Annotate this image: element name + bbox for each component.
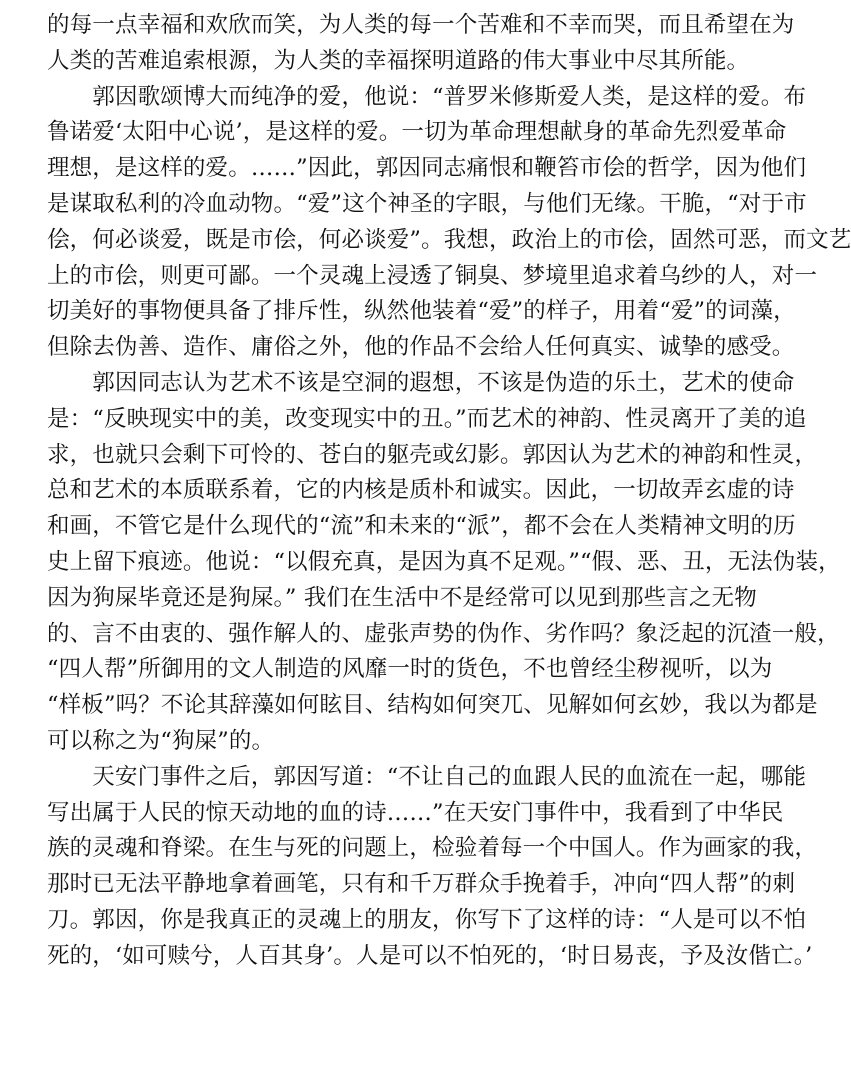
text-line: 那时已无法平静地拿着画笔，只有和千万群众手挽着手，冲向“四人帮”的刺 xyxy=(47,871,796,898)
text-line: 求，也就只会剩下可怜的、苍白的躯壳或幻影。郭因认为艺术的神韵和性灵， xyxy=(47,441,818,468)
text-line: 郭因歌颂博大而纯净的爱，他说：“普罗米修斯爱人类，是这样的爱。布 xyxy=(47,83,807,110)
text-line: 理想，是这样的爱。……”因此，郭因同志痛恨和鞭笞市侩的哲学，因为他们 xyxy=(47,155,807,182)
text-line: 是：“反映现实中的美，改变现实中的丑。”而艺术的神韵、性灵离开了美的追 xyxy=(47,405,807,432)
text-line: 的、言不由衷的、强作解人的、虚张声势的伪作、劣作吗？象泛起的沉渣一般， xyxy=(47,620,840,647)
text-line: 总和艺术的本质联系着，它的内核是质朴和诚实。因此，一切故弄玄虚的诗 xyxy=(47,477,795,504)
text-line: 人类的苦难追索根源，为人类的幸福探明道路的伟大事业中尽其所能。 xyxy=(47,47,750,74)
text-line: 郭因同志认为艺术不该是空洞的遐想，不该是伪造的乐土，艺术的使命 xyxy=(47,369,795,396)
text-line: 的每一点幸福和欢欣而笑，为人类的每一个苦难和不幸而哭，而且希望在为 xyxy=(47,12,795,38)
text-line: 上的市侩，则更可鄙。一个灵魂上浸透了铜臭、梦境里追求着乌纱的人，对一 xyxy=(47,262,818,289)
text-line: “样板”吗？不论其辞藻如何眩目、结构如何突兀、见解如何玄妙，我以为都是 xyxy=(47,692,818,719)
text-line: 是谋取私利的冷血动物。“爱”这个神圣的字眼，与他们无缘。干脆，“对于市 xyxy=(47,190,807,217)
text-line: 侩，何必谈爱，既是市侩，何必谈爱”。我想，政治上的市侩，固然可恶，而文艺 xyxy=(47,226,851,253)
text-line: 族的灵魂和脊梁。在生与死的问题上，检验着每一个中国人。作为画家的我， xyxy=(47,835,818,862)
text-line: 死的，‘如可赎兮，人百其身’。人是可以不怕死的，‘时日易丧，予及汝偕亡。’ xyxy=(47,942,813,969)
text-line: 和画，不管它是什么现代的“流”和未来的“派”，都不会在人类精神文明的历 xyxy=(47,513,796,540)
text-line: 鲁诺爱‘太阳中心说’，是这样的爱。一切为革命理想献身的革命先烈爱革命 xyxy=(47,119,787,146)
text-line: 因为狗屎毕竟还是狗屎。” 我们在生活中不是经常可以见到那些言之无物 xyxy=(47,584,757,611)
text-line: 刀。郭因，你是我真正的灵魂上的朋友，你写下了这样的诗：“人是可以不怕 xyxy=(47,906,807,933)
text-line: 切美好的事物便具备了排斥性，纵然他装着“爱”的样子，用着“爱”的词藻， xyxy=(47,298,796,325)
text-line: 天安门事件之后，郭因写道：“不让自己的血跟人民的血流在一起，哪能 xyxy=(47,763,807,790)
text-line: 史上留下痕迹。他说：“以假充真，是因为真不足观。”“假、恶、丑，无法伪装， xyxy=(47,548,841,575)
text-line: 但除去伪善、造作、庸俗之外，他的作品不会给人任何真实、诚挚的感受。 xyxy=(47,334,795,361)
text-line: 可以称之为“狗屎”的。 xyxy=(47,727,275,754)
text-line: 写出属于人民的惊天动地的血的诗……”在天安门事件中，我看到了中华民 xyxy=(47,799,784,826)
text-line: “四人帮”所御用的文人制造的风靡一时的货色，不也曾经尘秽视听，以为 xyxy=(47,656,773,683)
